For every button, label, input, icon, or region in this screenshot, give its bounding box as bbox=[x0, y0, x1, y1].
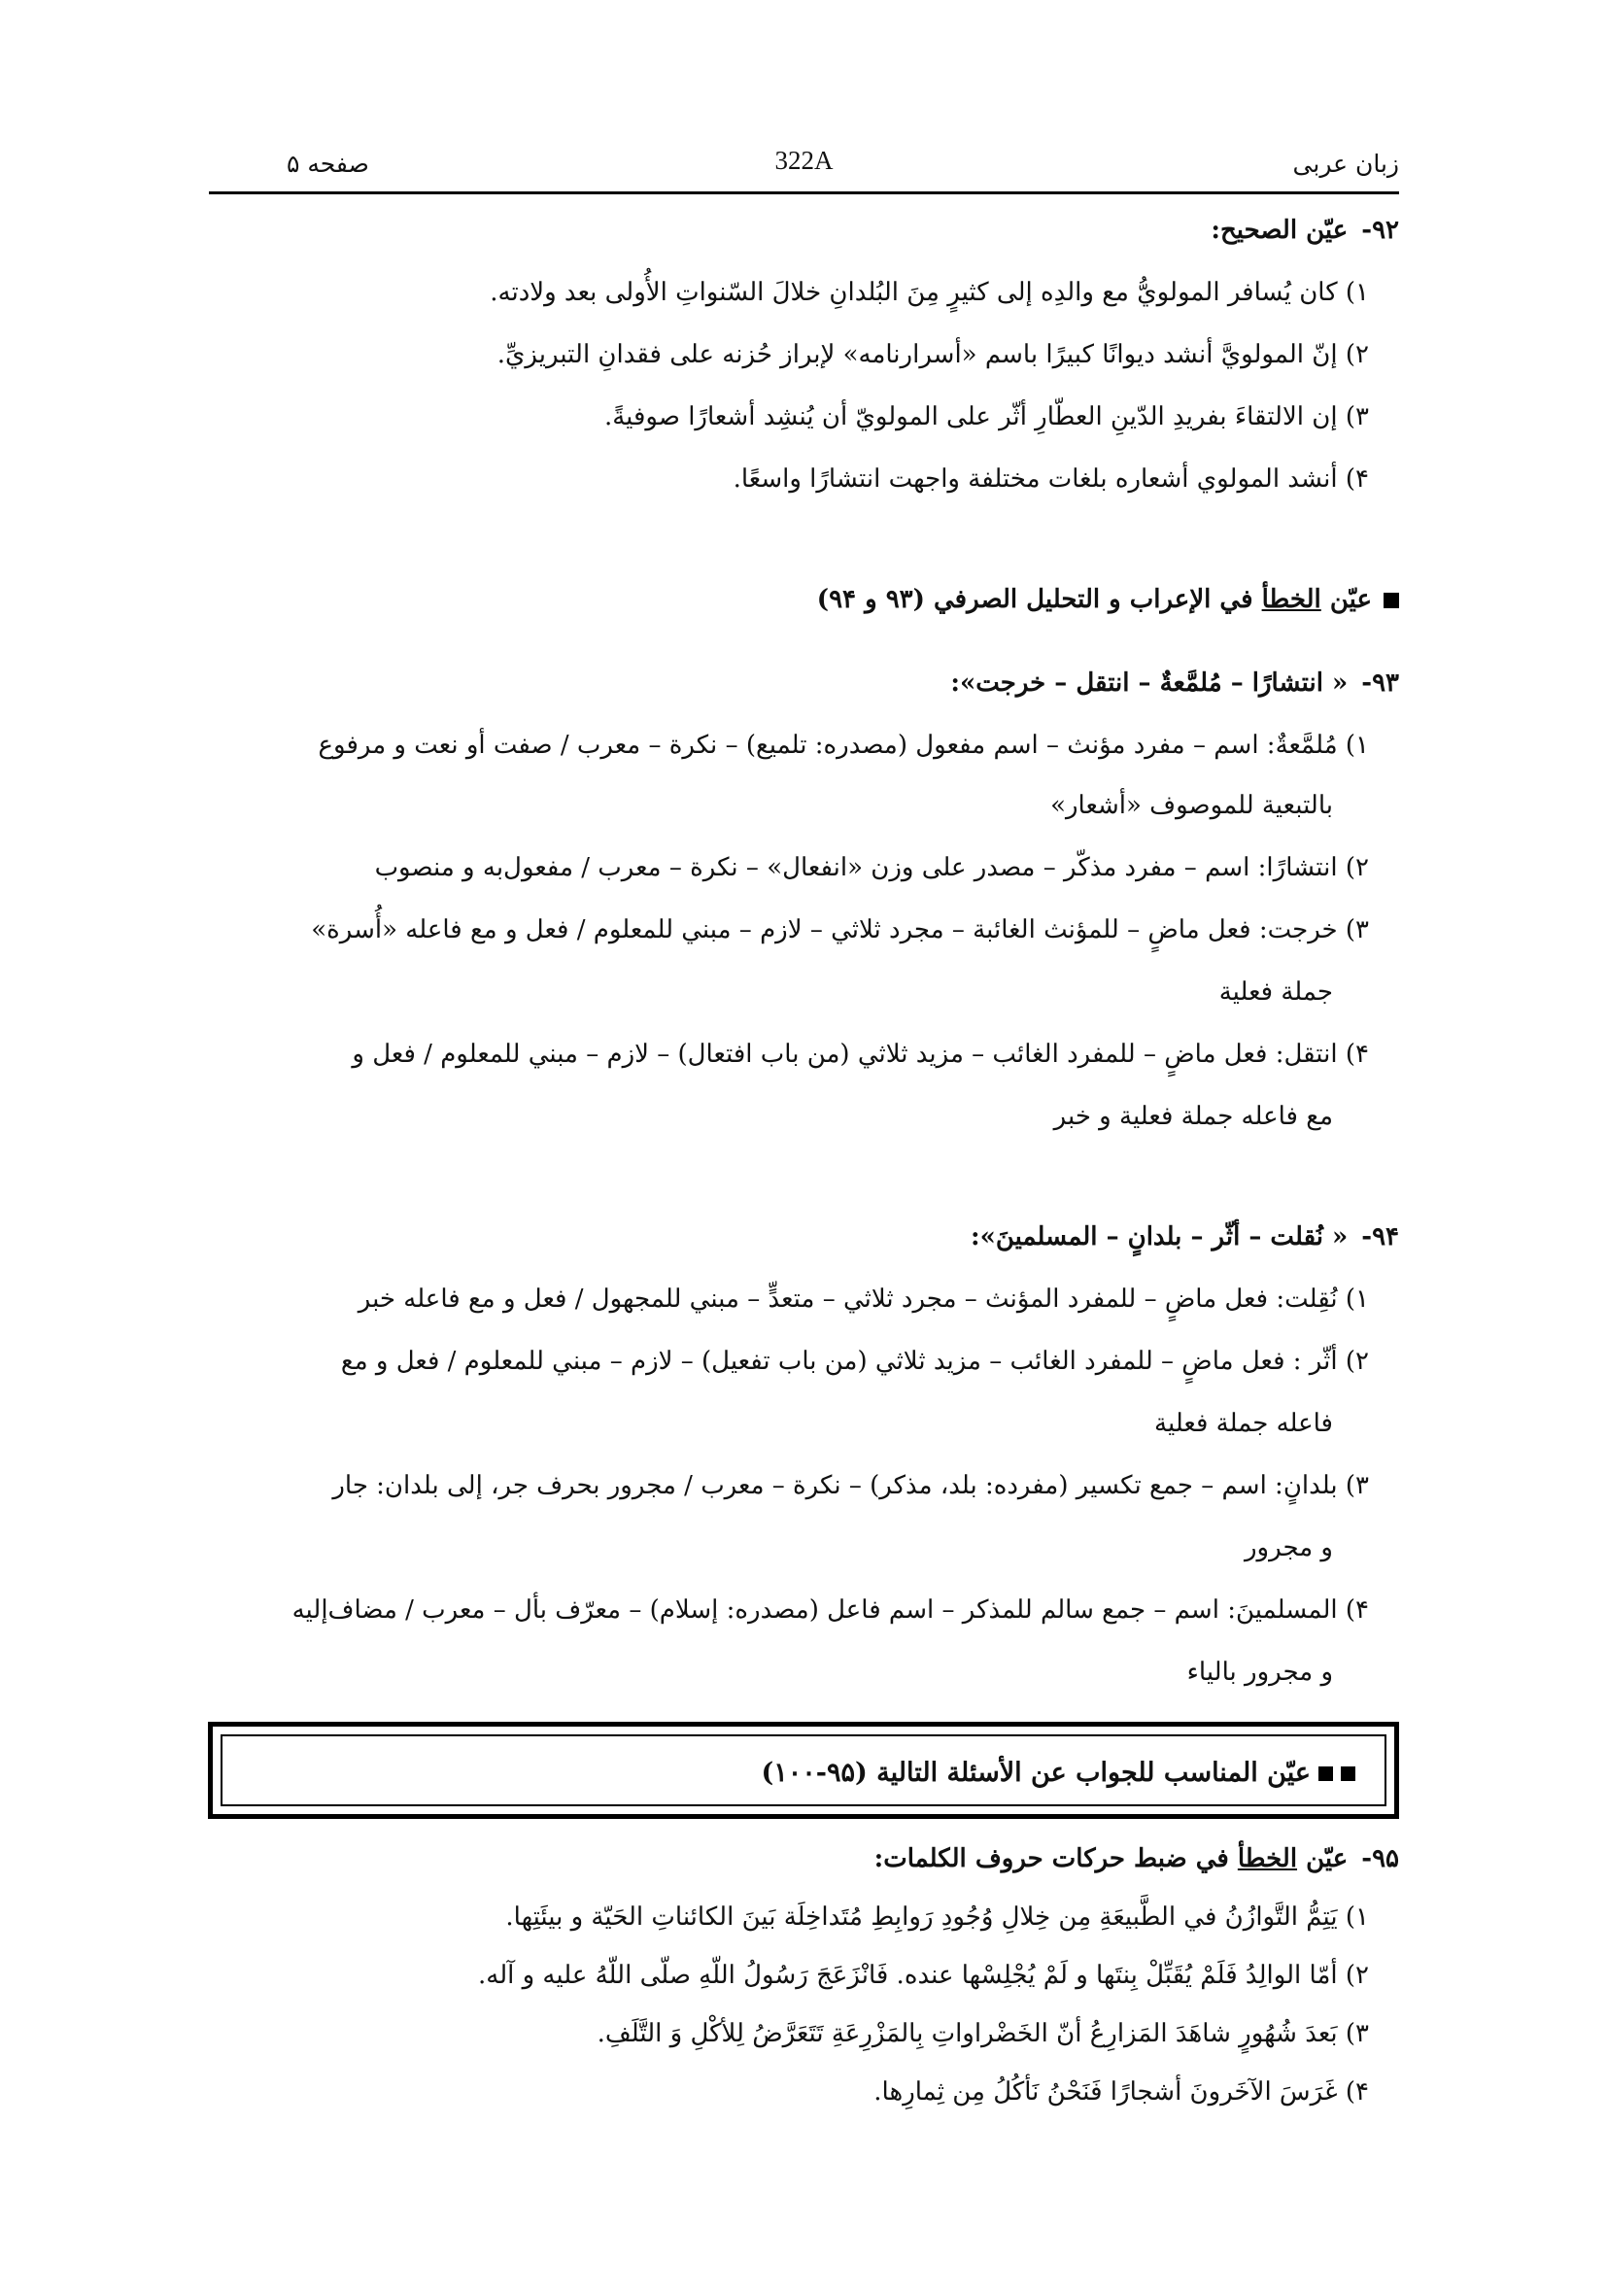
question-95-option-4[interactable]: ۴) غَرَسَ الآخَرونَ أشجارًا فَنَحْنُ نَأكُلُ مِن ثِمارِها. bbox=[873, 2077, 1369, 2107]
question-95-option-1[interactable]: ۱) يَتِمُّ التَّوازُنُ في الطَّبيعَةِ مِن خِلالِ وُجُودِ رَوابِطِ مُتَداخِلَة بَينَ الكائناتِ الحَيّة و بيئَتِها. bbox=[505, 1902, 1369, 1932]
page-number: صفحه ۵ bbox=[287, 150, 369, 178]
section-banner-title: عيّن المناسب للجواب عن الأسئلة التالية (۹۵-۱۰۰) bbox=[761, 1758, 1355, 1788]
question-93-option-4-cont: مع فاعله جملة فعلية و خبر bbox=[1053, 1102, 1333, 1131]
question-95-stem: ۹۵-عيّن الخطأ في ضبط حركات حروف الكلمات: bbox=[873, 1844, 1399, 1873]
question-94-option-1[interactable]: ۱) نُقِلت: فعل ماضٍ – للمفرد المؤنث – مجرد ثلاثي – متعدٍّ – مبني للمجهول / فعل و مع فاعله خبر bbox=[358, 1285, 1369, 1314]
question-94-option-3[interactable]: ۳) بلدانٍ: اسم – جمع تكسير (مفرده: بلد، مذكر) – نكرة – معرب / مجرور بحرف جر، إلى بلدان: جار bbox=[332, 1471, 1369, 1500]
question-95-option-3[interactable]: ۳) بَعدَ شُهُورٍ شاهَدَ المَزارِعُ أنّ الخَضْراواتِ بِالمَزْرِعَةِ تَتَعَرَّضُ لِلأكْلِ وَ التَّلَفِ. bbox=[597, 2019, 1369, 2048]
question-94-option-3-cont: و مجرور bbox=[1245, 1533, 1333, 1562]
exam-code: 322A bbox=[774, 146, 834, 175]
question-95-option-2[interactable]: ۲) أمّا الوالِدُ فَلَمْ يُقَبِّلْ بِنتَها و لَمْ يُجْلِسْها عنده. فَانْزَعَجَ رَسُولُ اللّهِ صلّى اللّهُ عليه و آله. bbox=[478, 1961, 1369, 1990]
square-bullet-icon bbox=[1341, 1766, 1355, 1781]
question-94-option-2-cont: فاعله جملة فعلية bbox=[1154, 1409, 1333, 1438]
question-94-stem: ۹۴-« نُقلت – أثّر – بلدانٍ – المسلمينَ»: bbox=[971, 1222, 1399, 1251]
question-92-option-3[interactable]: ۳) إن الالتقاءَ بفريدِ الدّينِ العطّارِ أثّر على المولويّ أن يُنشِد أشعارًا صوفيةً. bbox=[603, 402, 1369, 431]
question-94-option-4[interactable]: ۴) المسلمينَ: اسم – جمع سالم للمذكر – اسم فاعل (مصدره: إسلام) – معرّف بأل – معرب / مضاف‌إليه bbox=[291, 1595, 1369, 1625]
question-93-stem: ۹۳-« انتشارًا – مُلمَّعةٌ – انتقل – خرجت»: bbox=[950, 668, 1399, 698]
section-banner-inner bbox=[221, 1734, 1386, 1806]
question-93-option-1-cont: بالتبعية للموصوف «أشعار» bbox=[1050, 791, 1333, 820]
question-92-stem: ۹۲-عيّن الصحيح: bbox=[1211, 216, 1399, 245]
square-bullet-icon bbox=[1318, 1766, 1333, 1781]
header-rule bbox=[209, 191, 1399, 194]
question-93-option-2[interactable]: ۲) انتشارًا: اسم – مفرد مذكّر – مصدر على وزن «انفعال» – نكرة – معرب / مفعول‌به و منصوب bbox=[374, 853, 1369, 882]
question-92-option-1[interactable]: ۱) كان يُسافر المولويُّ مع والدِه إلى كثيرٍ مِنَ البُلدانِ خلالَ السّنواتِ الأُولى بعد ولادته. bbox=[490, 278, 1369, 307]
section-heading-errors: عيّن الخطأ في الإعراب و التحليل الصرفي (۹۳ و ۹۴) bbox=[817, 583, 1399, 616]
question-92-option-2[interactable]: ۲) إنّ المولويَّ أنشد ديوانًا كبيرًا باسم «أسرارنامه» لإبراز حُزنه على فقدانِ التبريزيِّ. bbox=[496, 340, 1369, 369]
section-banner bbox=[208, 1722, 1399, 1819]
question-93-option-3[interactable]: ۳) خرجت: فعل ماضٍ – للمؤنث الغائبة – مجرد ثلاثي – لازم – مبني للمعلوم / فعل و مع فاعله «أُسرة» bbox=[311, 915, 1369, 944]
question-93-option-4[interactable]: ۴) انتقل: فعل ماضٍ – للمفرد الغائب – مزيد ثلاثي (من باب افتعال) – لازم – مبني للمعلوم / فعل و bbox=[352, 1040, 1369, 1069]
question-94-option-4-cont: و مجرور بالياء bbox=[1186, 1658, 1333, 1687]
question-92-option-4[interactable]: ۴) أنشد المولوي أشعاره بلغات مختلفة واجهت انتشارًا واسعًا. bbox=[733, 464, 1369, 494]
question-94-option-2[interactable]: ۲) أثّر : فعل ماضٍ – للمفرد الغائب – مزيد ثلاثي (من باب تفعيل) – لازم – مبني للمعلوم / فعل و مع bbox=[340, 1347, 1369, 1376]
page-header bbox=[209, 146, 1399, 192]
question-93-option-3-cont: جملة فعلية bbox=[1218, 977, 1333, 1007]
square-bullet-icon bbox=[1384, 593, 1399, 608]
subject-title: زبان عربی bbox=[1292, 150, 1399, 178]
question-93-option-1[interactable]: ۱) مُلمَّعةٌ: اسم – مفرد مؤنث – اسم مفعول (مصدره: تلميع) – نكرة – معرب / صفت أو نعت و مرفوع bbox=[318, 731, 1369, 760]
